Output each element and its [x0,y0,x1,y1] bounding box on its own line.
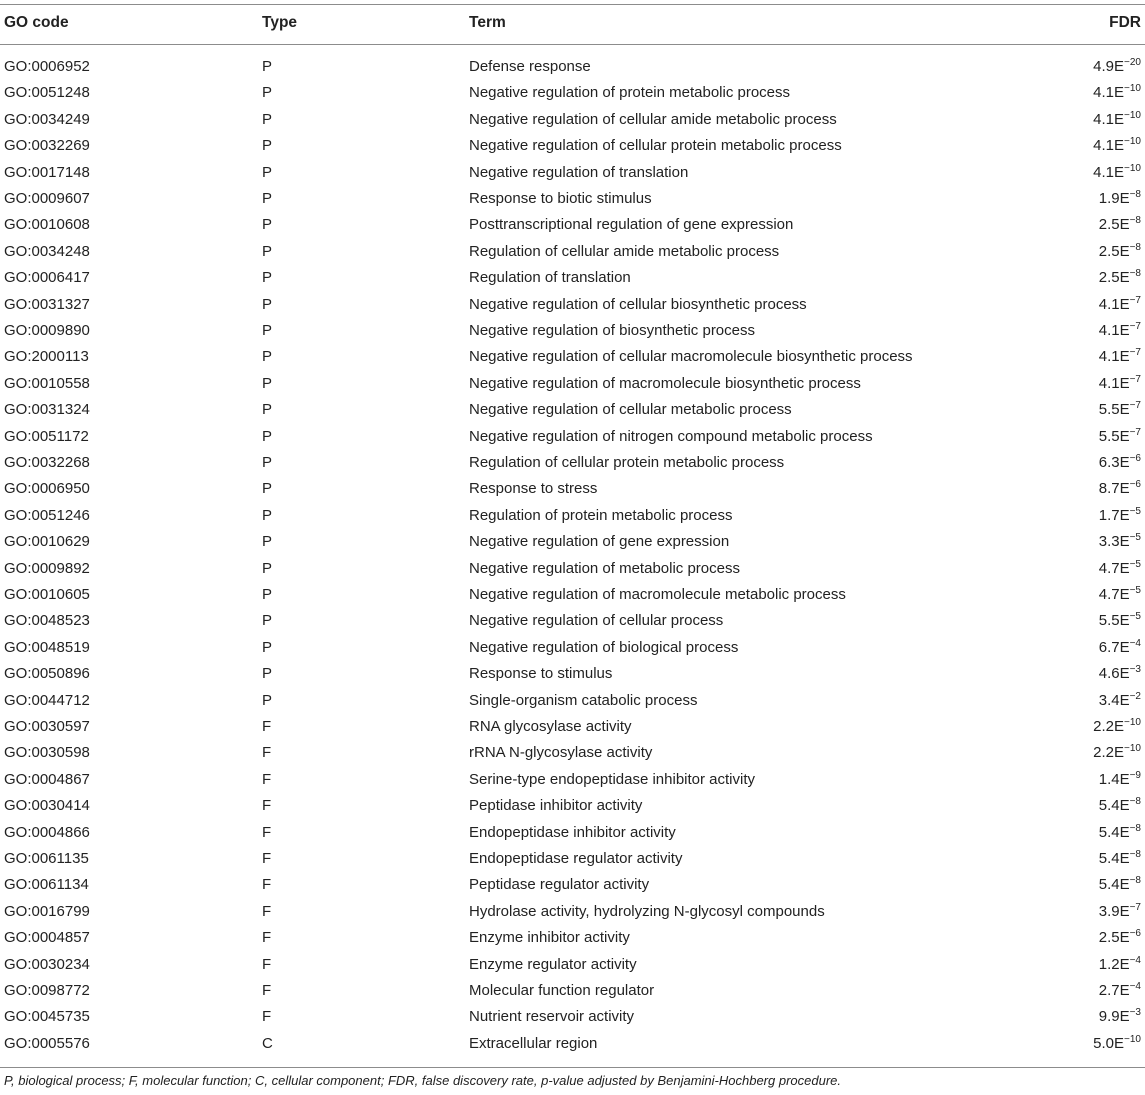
table-row [0,1004,1145,1030]
term-cell: Extracellular region [469,1034,598,1052]
term-cell: Molecular function regulator [469,982,655,999]
type-cell: F [262,1008,272,1026]
type-cell: F [262,929,272,947]
fdr-exponent: −5 [1129,558,1141,570]
table-row [0,54,1145,80]
fdr-cell [1099,239,1141,265]
fdr-mantissa: 4.1E [1098,295,1130,313]
fdr-exponent: −9 [1129,769,1141,781]
term-cell: Negative regulation of cellular metabolic process [469,401,792,419]
table-row [0,793,1145,819]
go-code-cell: GO:0048523 [4,612,90,630]
go-code-cell: GO:0032269 [4,137,90,155]
term-cell: Endopeptidase inhibitor activity [469,823,676,841]
type-cell: P [262,559,273,577]
table-row [0,688,1145,714]
type-cell: F [262,902,272,920]
fdr-cell [1099,608,1141,634]
table-row [0,899,1145,925]
fdr-exponent: −10 [1124,717,1141,728]
go-code-cell: GO:0050896 [4,665,90,683]
type-cell: P [262,137,273,155]
table-row [0,371,1145,397]
fdr-cell [1093,133,1141,159]
fdr-cell [1099,344,1141,370]
go-code-cell: GO:0032268 [4,454,90,471]
type-cell: P [262,58,273,75]
go-code-cell: GO:0034248 [4,242,90,260]
table-row [0,318,1145,344]
fdr-mantissa: 5.4E [1098,850,1130,867]
fdr-mantissa: 8.7E [1098,480,1130,498]
fdr-mantissa: 2.7E [1098,982,1130,999]
term-cell: Negative regulation of metabolic process [469,559,740,577]
term-cell: Negative regulation of biosynthetic process [469,322,755,339]
table-row [0,714,1145,740]
term-cell: Response to biotic stimulus [469,190,652,207]
term-cell: Regulation of protein metabolic process [469,506,733,524]
type-cell: F [262,770,272,788]
fdr-cell [1099,529,1141,555]
type-cell: F [262,744,272,762]
table-row [0,661,1145,687]
fdr-cell [1099,503,1141,529]
term-cell: Negative regulation of macromolecule metabolic process [469,586,846,603]
table-row [0,397,1145,423]
fdr-mantissa: 6.7E [1098,638,1130,656]
fdr-exponent: −4 [1129,954,1141,966]
type-cell: F [262,850,272,867]
table-row [0,186,1145,212]
term-cell: Negative regulation of translation [469,163,689,181]
go-code-cell: GO:0010558 [4,374,90,392]
fdr-mantissa: 2.5E [1098,242,1130,260]
type-cell: P [262,269,273,287]
fdr-cell [1093,107,1141,133]
table-row [0,503,1145,529]
type-cell: P [262,691,273,709]
table-row [0,740,1145,766]
table-row [0,978,1145,1004]
term-cell: Negative regulation of cellular macromolecule biosynthetic process [469,348,913,366]
fdr-exponent: −3 [1129,664,1141,676]
fdr-cell [1093,1031,1141,1057]
go-code-cell: GO:0031327 [4,295,90,313]
fdr-mantissa: 4.1E [1093,137,1125,155]
fdr-mantissa: 2.5E [1098,216,1130,234]
type-cell: F [262,955,272,973]
fdr-exponent: −3 [1129,1007,1141,1019]
fdr-exponent: −5 [1129,532,1141,544]
table-row [0,820,1145,846]
term-cell: Endopeptidase regulator activity [469,850,683,867]
type-cell: F [262,876,272,894]
table-row [0,952,1145,978]
go-code-cell: GO:0031324 [4,401,90,419]
fdr-cell [1099,424,1141,450]
term-cell: Negative regulation of cellular biosynthetic process [469,295,807,313]
fdr-mantissa: 4.1E [1098,374,1130,392]
fdr-cell [1099,978,1141,1004]
go-code-cell: GO:0030414 [4,797,90,815]
fdr-exponent: −5 [1129,585,1141,596]
fdr-cell [1099,952,1141,978]
fdr-cell [1099,688,1141,714]
fdr-mantissa: 5.4E [1098,876,1130,894]
term-cell: Regulation of cellular amide metabolic process [469,242,780,260]
table-row [0,80,1145,106]
fdr-exponent: −4 [1129,637,1141,649]
fdr-mantissa: 5.4E [1098,823,1130,841]
type-cell: P [262,295,273,313]
fdr-mantissa: 9.9E [1098,1008,1130,1026]
fdr-exponent: −6 [1129,928,1141,940]
table-row [0,107,1145,133]
fdr-exponent: −8 [1129,796,1141,808]
table-top-rule [0,4,1145,5]
term-cell: Regulation of cellular protein metabolic process [469,454,785,471]
fdr-mantissa: 4.1E [1098,322,1130,339]
type-cell: P [262,110,273,128]
fdr-exponent: −10 [1124,136,1141,148]
fdr-mantissa: 4.7E [1098,559,1130,577]
fdr-cell [1099,371,1141,397]
term-cell: Negative regulation of cellular process [469,612,724,630]
fdr-mantissa: 5.4E [1098,797,1130,815]
fdr-cell [1099,820,1141,846]
fdr-exponent: −8 [1129,875,1141,887]
table-row [0,239,1145,265]
fdr-cell [1093,160,1141,186]
fdr-cell [1099,925,1141,951]
term-cell: Negative regulation of protein metabolic process [469,84,791,102]
fdr-mantissa: 3.4E [1098,691,1130,709]
fdr-mantissa: 5.5E [1098,401,1130,419]
table-row [0,529,1145,555]
header-type: Type [262,14,298,31]
type-cell: P [262,190,273,207]
type-cell: P [262,427,273,445]
fdr-mantissa: 2.5E [1098,929,1130,947]
term-cell: Serine-type endopeptidase inhibitor activity [469,770,756,788]
type-cell: P [262,638,273,656]
fdr-exponent: −8 [1129,215,1141,227]
header-rule [0,44,1145,45]
fdr-exponent: −6 [1129,453,1141,464]
go-code-cell: GO:0048519 [4,638,90,656]
fdr-cell [1099,793,1141,819]
fdr-exponent: −2 [1129,690,1141,702]
fdr-exponent: −20 [1124,57,1141,68]
header-go-code: GO code [4,14,69,31]
type-cell: P [262,586,273,603]
table-row [0,582,1145,608]
type-cell: F [262,797,272,815]
header-term: Term [469,14,506,31]
fdr-cell [1099,186,1141,212]
term-cell: Nutrient reservoir activity [469,1008,635,1026]
type-cell: P [262,533,273,551]
go-code-cell: GO:0034249 [4,110,90,128]
fdr-mantissa: 5.0E [1093,1034,1125,1052]
go-code-cell: GO:0006417 [4,269,90,287]
fdr-cell [1099,661,1141,687]
fdr-exponent: −6 [1129,479,1141,491]
go-code-cell: GO:0004857 [4,929,90,947]
type-cell: P [262,506,273,524]
go-code-cell: GO:0004867 [4,770,90,788]
fdr-cell [1099,450,1141,476]
fdr-exponent: −7 [1129,901,1141,913]
fdr-exponent: −10 [1124,743,1141,755]
go-code-cell: GO:0016799 [4,902,90,920]
table-row [0,872,1145,898]
go-code-cell: GO:0061135 [4,850,89,867]
fdr-mantissa: 4.1E [1093,110,1125,128]
table-row [0,265,1145,291]
table-row [0,212,1145,238]
type-cell: P [262,401,273,419]
type-cell: P [262,322,273,339]
table-row [0,476,1145,502]
table-row [0,160,1145,186]
fdr-exponent: −4 [1129,981,1141,992]
table-row [0,556,1145,582]
fdr-exponent: −7 [1129,321,1141,332]
term-cell: Defense response [469,58,591,75]
go-code-cell: GO:0044712 [4,691,90,709]
term-cell: Hydrolase activity, hydrolyzing N-glycosyl compounds [469,902,825,920]
go-code-cell: GO:0051248 [4,84,90,102]
table-row [0,1031,1145,1057]
fdr-exponent: −8 [1129,268,1141,280]
type-cell: P [262,348,273,366]
table-row [0,133,1145,159]
fdr-exponent: −7 [1129,294,1141,306]
fdr-cell [1093,714,1141,740]
fdr-mantissa: 5.5E [1098,427,1130,445]
type-cell: F [262,982,272,999]
term-cell: Regulation of translation [469,269,631,287]
fdr-cell [1093,740,1141,766]
term-cell: Response to stimulus [469,665,613,683]
fdr-cell [1093,80,1141,106]
fdr-cell [1099,582,1141,608]
term-cell: Peptidase regulator activity [469,876,650,894]
table-row [0,635,1145,661]
term-cell: Negative regulation of cellular protein metabolic process [469,137,842,155]
table-row [0,767,1145,793]
fdr-mantissa: 1.4E [1098,770,1130,788]
term-cell: Negative regulation of gene expression [469,533,730,551]
go-code-cell: GO:0009607 [4,190,90,207]
go-code-cell: GO:0006950 [4,480,90,498]
go-code-cell: GO:0051246 [4,506,90,524]
fdr-mantissa: 4.6E [1098,665,1130,683]
fdr-exponent: −7 [1129,373,1141,385]
fdr-cell [1099,318,1141,344]
term-cell: Response to stress [469,480,598,498]
fdr-mantissa: 1.7E [1098,506,1130,524]
table-row [0,450,1145,476]
type-cell: C [262,1034,273,1052]
fdr-exponent: −7 [1129,347,1141,359]
fdr-cell [1099,846,1141,872]
go-code-cell: GO:0009890 [4,322,90,339]
fdr-exponent: −7 [1129,426,1141,438]
fdr-mantissa: 2.2E [1093,744,1125,762]
fdr-mantissa: 2.5E [1098,269,1130,287]
fdr-mantissa: 2.2E [1093,718,1125,735]
term-cell: Negative regulation of cellular amide metabolic process [469,110,837,128]
fdr-mantissa: 3.9E [1098,902,1130,920]
fdr-cell [1099,212,1141,238]
go-code-cell: GO:2000113 [4,348,89,366]
go-code-cell: GO:0098772 [4,982,90,999]
fdr-exponent: −8 [1129,849,1141,860]
fdr-cell [1099,556,1141,582]
type-cell: P [262,242,273,260]
type-cell: P [262,665,273,683]
fdr-mantissa: 5.5E [1098,612,1130,630]
fdr-mantissa: 6.3E [1098,454,1130,471]
fdr-cell [1099,767,1141,793]
go-code-cell: GO:0030234 [4,955,90,973]
fdr-cell [1099,635,1141,661]
fdr-mantissa: 1.9E [1098,190,1130,207]
go-code-cell: GO:0030597 [4,718,90,735]
term-cell: Posttranscriptional regulation of gene expression [469,216,794,234]
fdr-exponent: −7 [1129,400,1141,412]
fdr-mantissa: 4.1E [1098,348,1130,366]
term-cell: Enzyme regulator activity [469,955,637,973]
fdr-cell [1099,872,1141,898]
table-row [0,608,1145,634]
fdr-mantissa: 4.1E [1093,84,1125,102]
table-row [0,344,1145,370]
fdr-mantissa: 3.3E [1098,533,1130,551]
go-code-cell: GO:0004866 [4,823,90,841]
go-code-cell: GO:0051172 [4,427,89,445]
fdr-exponent: −10 [1124,1033,1141,1045]
fdr-cell [1099,476,1141,502]
table-row [0,424,1145,450]
table-row [0,292,1145,318]
header-fdr: FDR [1109,14,1141,31]
fdr-mantissa: 4.9E [1093,58,1125,75]
fdr-exponent: −5 [1129,611,1141,623]
table-footnote: P, biological process; F, molecular function; C, cellular component; FDR, false discovery rate, p-value adjusted by Benjamini-Hochberg procedure. [4,1073,841,1088]
go-code-cell: GO:0010629 [4,533,90,551]
go-code-cell: GO:0006952 [4,58,90,75]
fdr-mantissa: 1.2E [1098,955,1130,973]
term-cell: RNA glycosylase activity [469,718,632,735]
table-row [0,846,1145,872]
fdr-exponent: −10 [1124,109,1141,121]
fdr-mantissa: 4.7E [1098,586,1130,603]
fdr-cell [1099,397,1141,423]
term-cell: Negative regulation of nitrogen compound metabolic process [469,427,873,445]
go-code-cell: GO:0010605 [4,586,90,603]
type-cell: P [262,216,273,234]
go-code-cell: GO:0005576 [4,1034,90,1052]
table-row [0,925,1145,951]
fdr-exponent: −8 [1129,822,1141,834]
type-cell: P [262,84,273,102]
go-code-cell: GO:0061134 [4,876,89,894]
fdr-mantissa: 4.1E [1093,163,1125,181]
type-cell: F [262,718,272,735]
term-cell: Enzyme inhibitor activity [469,929,630,947]
term-cell: Peptidase inhibitor activity [469,797,643,815]
type-cell: P [262,374,273,392]
type-cell: P [262,480,273,498]
type-cell: P [262,163,273,181]
table-bottom-rule [0,1067,1145,1068]
go-code-cell: GO:0017148 [4,163,90,181]
fdr-exponent: −10 [1124,162,1141,174]
go-code-cell: GO:0030598 [4,744,90,762]
term-cell: rRNA N-glycosylase activity [469,744,653,762]
go-code-cell: GO:0045735 [4,1008,90,1026]
term-cell: Single-organism catabolic process [469,691,698,709]
type-cell: F [262,823,272,841]
fdr-exponent: −10 [1124,83,1141,95]
fdr-exponent: −5 [1129,505,1141,517]
fdr-cell [1093,54,1141,80]
fdr-exponent: −8 [1129,189,1141,200]
go-code-cell: GO:0009892 [4,559,90,577]
fdr-cell [1099,292,1141,318]
fdr-cell [1099,265,1141,291]
term-cell: Negative regulation of macromolecule biosynthetic process [469,374,861,392]
fdr-cell [1099,899,1141,925]
go-code-cell: GO:0010608 [4,216,90,234]
type-cell: P [262,454,273,471]
type-cell: P [262,612,273,630]
term-cell: Negative regulation of biological process [469,638,739,656]
fdr-cell [1099,1004,1141,1030]
fdr-exponent: −8 [1129,241,1141,253]
